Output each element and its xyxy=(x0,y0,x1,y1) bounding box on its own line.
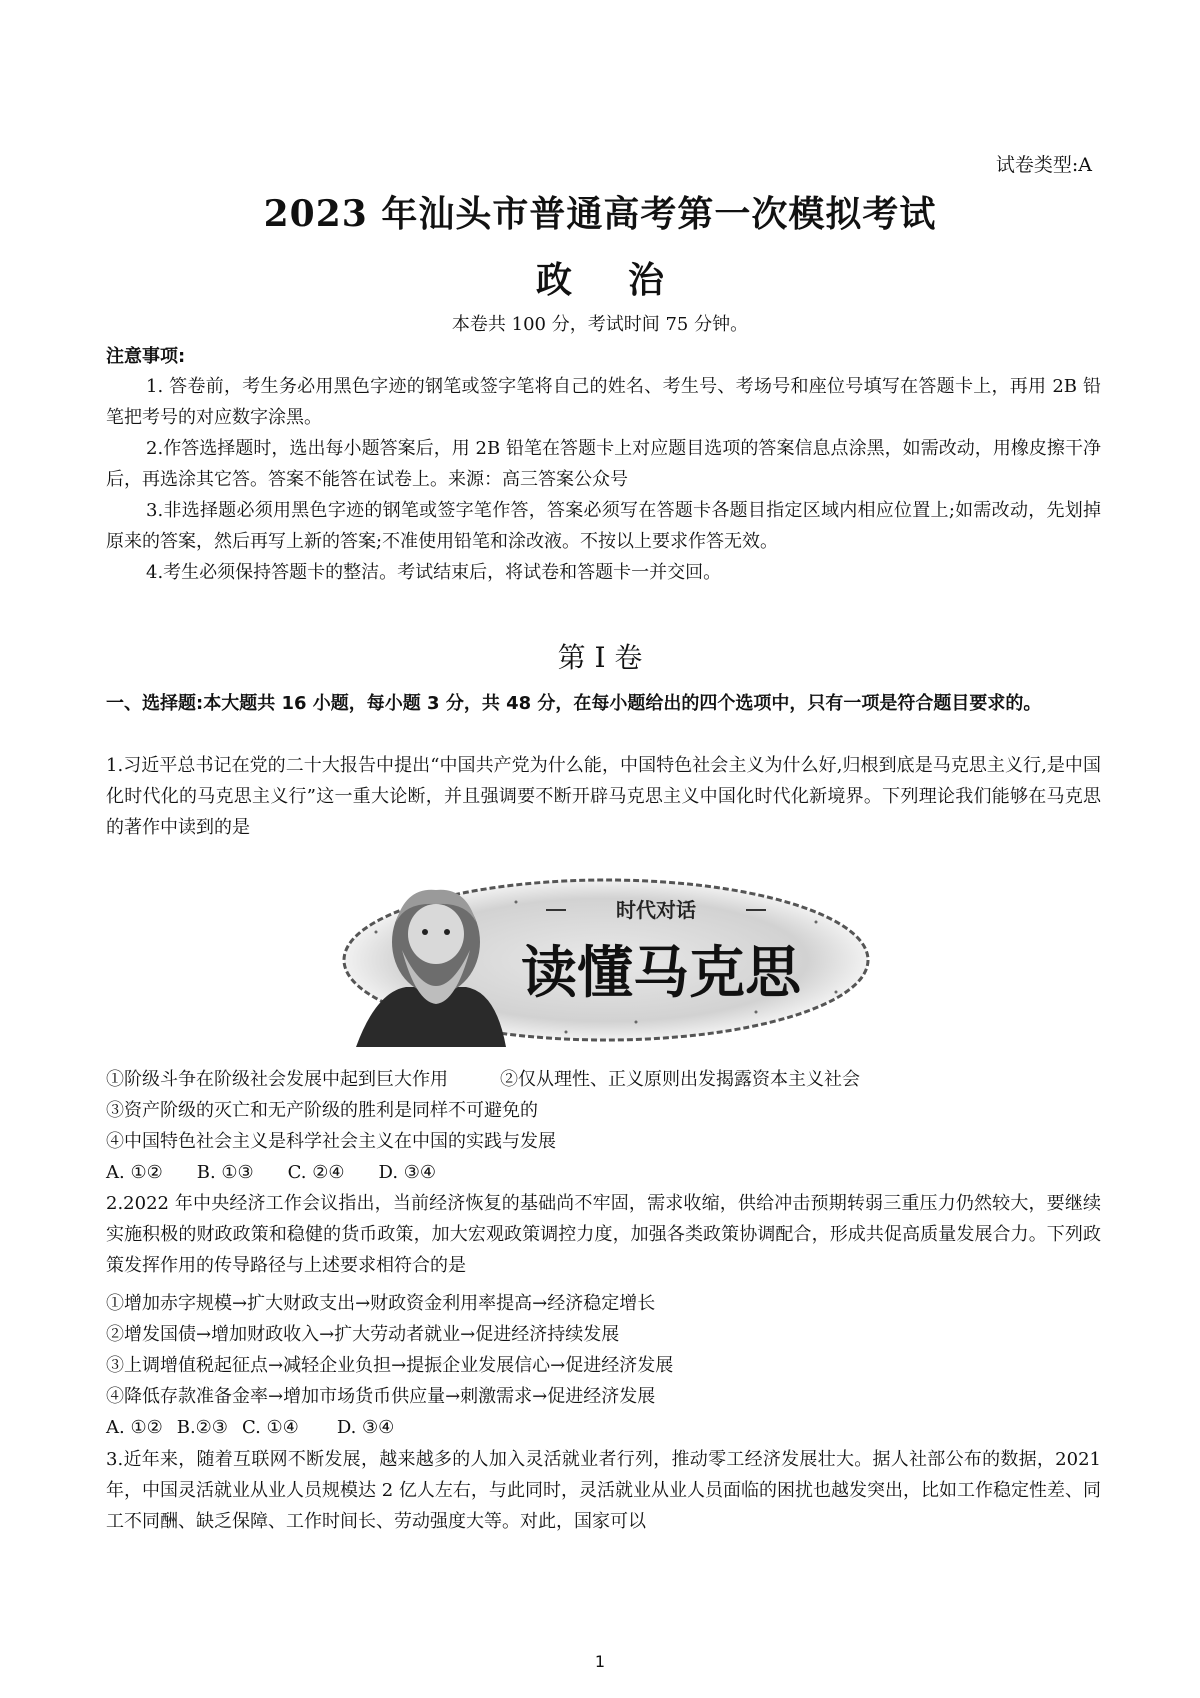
q1-option-a[interactable]: A. ①② xyxy=(106,1162,163,1183)
q1-statement-3: ③资产阶级的灭亡和无产阶级的胜利是同样不可避免的 xyxy=(106,1100,538,1121)
note-2: 2.作答选择题时，选出每小题答案后，用 2B 铅笔在答题卡上对应题目选项的答案信息点涂黑，如需改动，用橡皮擦干净后，再选涂其它答。答案不能答在试卷上。来源：高三答案公众号 xyxy=(106,438,1101,490)
question-1-stem: 1.习近平总书记在党的二十大报告中提出“中国共产党为什么能，中国特色社会主义为什么好,归根到底是马克思主义行,是中国化时代化的马克思主义行”这一重大论断，并且强调要不断开辟马克思主义中国化时代化新境界。下列理论我们能够在马克思的著作中读到的是 xyxy=(106,755,1101,838)
question-2-stem: 2.2022 年中央经济工作会议指出，当前经济恢复的基础尚不牢固，需求收缩，供给冲击预期转弱三重压力仍然较大，要继续实施积极的财政政策和稳健的货币政策，加大宏观政策调控力度，加强各类政策协调配合，形成共促高质量发展合力。下列政策发挥作用的传导路径与上述要求相符合的是 xyxy=(106,1193,1101,1276)
paper-type: 试卷类型:A xyxy=(995,154,1092,176)
q2-option-a[interactable]: A. ①② xyxy=(106,1417,163,1438)
q2-option-b[interactable]: B.②③ xyxy=(176,1417,228,1438)
exam-info: 本卷共 100 分，考试时间 75 分钟。 xyxy=(451,314,749,335)
q1-option-b[interactable]: B. ①③ xyxy=(196,1162,254,1183)
note-4: 4.考生必须保持答题卡的整洁。考试结束后，将试卷和答题卡一并交回。 xyxy=(146,562,722,583)
page-number: 1 xyxy=(594,1652,606,1671)
notes-title: 注意事项: xyxy=(106,346,186,367)
q2-option-c[interactable]: C. ①④ xyxy=(241,1417,299,1438)
q2-statement-3: ③上调增值税起征点→减轻企业负担→提振企业发展信心→促进经济发展 xyxy=(106,1355,674,1376)
subject-char-1: 政 xyxy=(535,259,572,301)
q1-statement-1: ①阶级斗争在阶级社会发展中起到巨大作用 xyxy=(106,1069,448,1090)
q1-statement-4: ④中国特色社会主义是科学社会主义在中国的实践与发展 xyxy=(106,1131,556,1152)
figure-title: 读懂马克思 xyxy=(521,941,801,1006)
q1-option-c[interactable]: C. ②④ xyxy=(287,1162,345,1183)
q2-option-d[interactable]: D. ③④ xyxy=(336,1417,395,1438)
marx-illustration xyxy=(336,872,876,1052)
section-title: 一、选择题:本大题共 16 小题，每小题 3 分，共 48 分，在每小题给出的四个选项中，只有一项是符合题目要求的。 xyxy=(106,693,1042,714)
q2-statement-2: ②增发国债→增加财政收入→扩大劳动者就业→促进经济持续发展 xyxy=(106,1324,620,1345)
q1-option-d[interactable]: D. ③④ xyxy=(378,1162,437,1183)
q2-statement-4: ④降低存款准备金率→增加市场货币供应量→刺激需求→促进经济发展 xyxy=(106,1386,656,1407)
question-3-stem: 3.近年来，随着互联网不断发展，越来越多的人加入灵活就业者行列，推动零工经济发展壮大。据人社部公布的数据，2021 年，中国灵活就业从业人员规模达 2 亿人左右，与此同时，灵活就业从业人员面临的困扰也越发突出，比如工作稳定性差、同工不同酬、缺乏保障、工作时间长、劳动强度大等。对此，国家可以 xyxy=(106,1449,1101,1532)
q1-options xyxy=(106,1157,470,1188)
figure-banner: 时代对话 xyxy=(616,898,696,922)
q2-options xyxy=(106,1412,428,1443)
note-3: 3.非选择题必须用黑色字迹的钢笔或签字笔作答，答案必须写在答题卡各题目指定区域内相应位置上;如需改动，先划掉原来的答案，然后再写上新的答案;不准使用铅笔和涂改液。不按以上要求作答无效。 xyxy=(106,500,1101,552)
volume-title: 第 I 卷 xyxy=(557,641,643,674)
q2-statement-1: ①增加赤字规模→扩大财政支出→财政资金利用率提高→经济稳定增长 xyxy=(106,1293,656,1314)
q1-statement-2: ②仅从理性、正义原则出发揭露资本主义社会 xyxy=(500,1069,860,1090)
note-1: 1. 答卷前，考生务必用黑色字迹的钢笔或签字笔将自己的姓名、考生号、考场号和座位号填写在答题卡上，再用 2B 铅笔把考号的对应数字涂黑。 xyxy=(106,376,1101,428)
exam-title: 2023 年汕头市普通高考第一次模拟考试 xyxy=(263,193,937,235)
subject-title xyxy=(0,252,1200,303)
subject-char-2: 治 xyxy=(628,259,665,301)
q1-statements-row-1 xyxy=(106,1064,860,1095)
